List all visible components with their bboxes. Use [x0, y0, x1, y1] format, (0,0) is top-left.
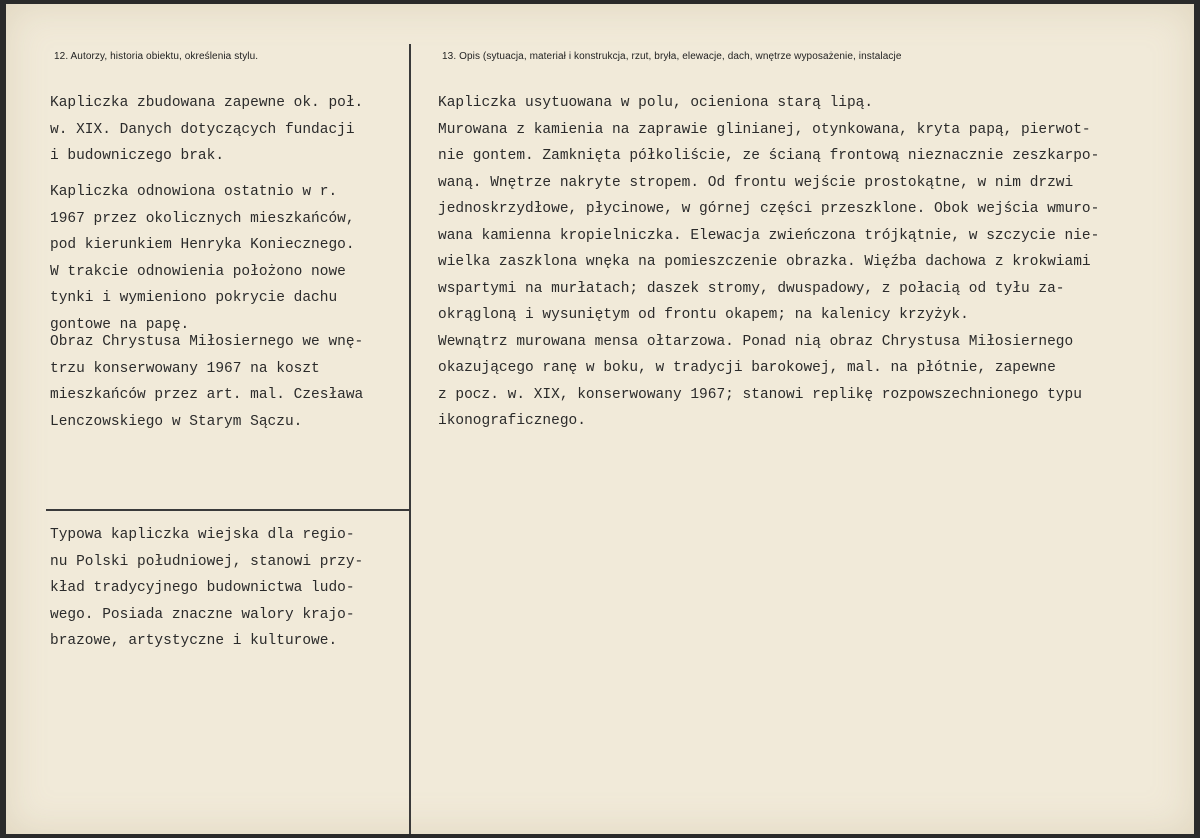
column-divider: [409, 44, 411, 834]
painting-paragraph: [50, 329, 363, 435]
section-12-header: 12. Autorzy, historia obiektu, określenia stylu.: [54, 51, 259, 62]
renovation-paragraph: [50, 179, 355, 338]
history-paragraph: [50, 90, 363, 170]
text-line: nie gontem. Zamknięta półkoliście, ze ścianą frontową nieznacznie zeszkarpo-: [438, 148, 1100, 164]
text-line: i budowniczego brak.: [50, 148, 225, 164]
text-line: Kapliczka zbudowana zapewne ok. poł.: [50, 95, 364, 111]
text-line: wielka zaszklona wnęka na pomieszczenie obrazka. Więźba dachowa z krokwiami: [438, 254, 1091, 270]
text-line: brazowe, artystyczne i kulturowe.: [50, 633, 338, 649]
text-line: ikonograficznego.: [438, 413, 586, 429]
record-card: [6, 4, 1194, 834]
section-13-header: 13. Opis (sytuacja, materiał i konstrukcja, rzut, bryła, elewacje, dach, wnętrze wyposażenie, instalacje: [442, 51, 902, 62]
text-line: Lenczowskiego w Starym Sączu.: [50, 413, 303, 430]
text-line: Wewnątrz murowana mensa ołtarzowa. Ponad nią obraz Chrystusa Miłosiernego: [438, 333, 1074, 350]
text-line: 1967 przez okolicznych mieszkańców,: [50, 210, 355, 227]
text-line: wego. Posiada znaczne walory krajo-: [50, 606, 355, 623]
text-line: gontowe na papę.: [50, 316, 190, 333]
text-line: okazującego ranę w boku, w tradycji barokowej, mal. na płótnie, zapewne: [438, 360, 1056, 376]
text-line: kład tradycyjnego budownictwa ludo-: [50, 580, 355, 596]
text-line: W trakcie odnowienia położono nowe: [50, 263, 346, 280]
text-line: jednoskrzydłowe, płycinowe, w górnej części przeszklone. Obok wejścia wmuro-: [438, 201, 1100, 217]
text-line: Obraz Chrystusa Miłosiernego we wnę-: [50, 334, 364, 350]
text-line: Murowana z kamienia na zaprawie glinianej, otynkowana, kryta papą, pierwot-: [438, 121, 1091, 138]
text-line: nu Polski południowej, stanowi przy-: [50, 553, 364, 570]
text-line: tynki i wymieniono pokrycie dachu: [50, 290, 338, 306]
text-line: Typowa kapliczka wiejska dla regio-: [50, 527, 355, 543]
text-line: Kapliczka odnowiona ostatnio w r.: [50, 184, 338, 200]
text-line: mieszkańców przez art. mal. Czesława: [50, 387, 364, 403]
description-paragraph: [438, 90, 1099, 435]
assessment-paragraph: [50, 522, 363, 655]
text-line: okrągloną i wysuniętym od frontu okapem; na kalenicy krzyżyk.: [438, 307, 969, 323]
text-line: waną. Wnętrze nakryte stropem. Od frontu wejście prostokątne, w nim drzwi: [438, 174, 1074, 191]
text-line: w. XIX. Danych dotyczących fundacji: [50, 121, 355, 138]
text-line: z pocz. w. XIX, konserwowany 1967; stanowi replikę rozpowszechnionego typu: [438, 386, 1082, 403]
text-line: Kapliczka usytuowana w polu, ocieniona starą lipą.: [438, 95, 874, 111]
text-line: wspartymi na murłatach; daszek stromy, dwuspadowy, z połacią od tyłu za-: [438, 280, 1065, 297]
section-divider: [46, 509, 410, 511]
text-line: trzu konserwowany 1967 na koszt: [50, 360, 320, 377]
text-line: wana kamienna kropielniczka. Elewacja zwieńczona trójkątnie, w szczycie nie-: [438, 227, 1100, 244]
text-line: pod kierunkiem Henryka Koniecznego.: [50, 237, 355, 253]
